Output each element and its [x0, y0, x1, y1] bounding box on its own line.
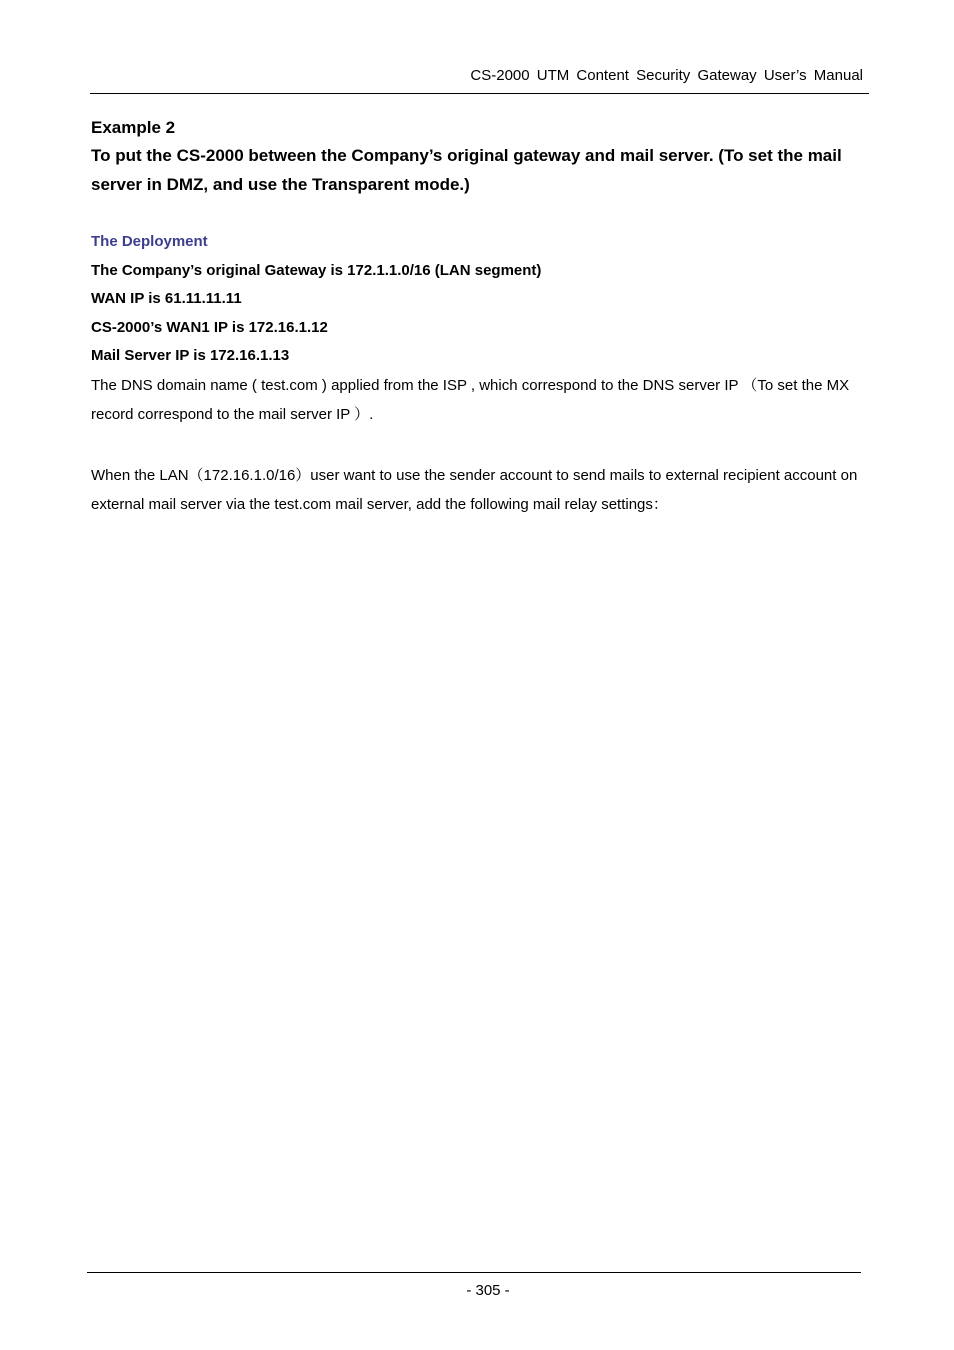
deployment-fact-wan1-ip: CS-2000’s WAN1 IP is 172.16.1.12: [91, 318, 328, 336]
page-number: - 305 -: [466, 1282, 510, 1299]
deployment-fact-mail-server-ip: Mail Server IP is 172.16.1.13: [91, 347, 290, 364]
header-divider: [90, 93, 869, 94]
footer-divider: [87, 1272, 861, 1273]
dns-paragraph: The DNS domain name ( test.com ) applied from the ISP , which correspond to the DNS server IP （To set the MX record correspond to the mail server IP ）.: [91, 376, 850, 423]
deployment-heading: The Deployment: [91, 233, 208, 250]
deployment-fact-gateway: The Company’s original Gateway is 172.1.1.0/16 (LAN segment): [91, 261, 542, 279]
page-content: [91, 116, 871, 519]
example-description: To put the CS-2000 between the Company’s original gateway and mail server. (To set the mail server in DMZ, and use the Transparent mode.): [91, 146, 842, 194]
mail-relay-paragraph: When the LAN（172.16.1.0/16）user want to use the sender account to send mails to external recipient account on external mail server via the test.com mail server, add the following mail relay settings：: [91, 466, 858, 513]
deployment-fact-wan-ip: WAN IP is 61.11.11.11: [91, 290, 242, 307]
running-header: CS-2000 UTM Content Security Gateway User’s Manual: [470, 67, 863, 84]
example-title: Example 2: [91, 118, 176, 137]
